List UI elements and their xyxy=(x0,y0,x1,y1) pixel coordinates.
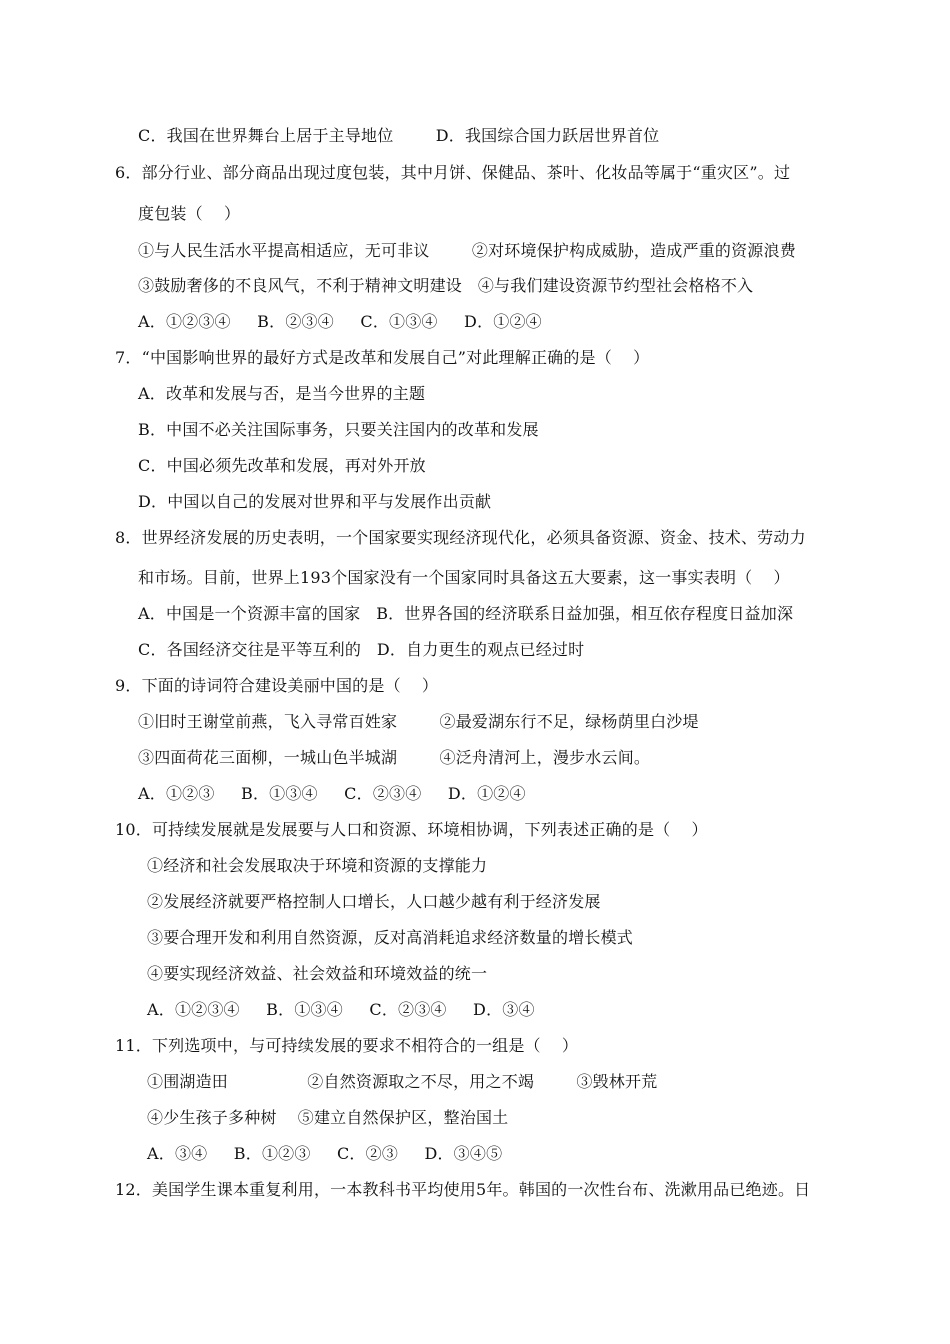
q9-items-34: ③四面荷花三面柳，一城山色半城湖 ④泛舟清河上，漫步水云间。 xyxy=(138,748,651,767)
q6-stem-line2: 度包装（ ） xyxy=(138,204,241,223)
q6-items-12: ①与人民生活水平提高相适应，无可非议 ②对环境保护构成威胁，造成严重的资源浪费 xyxy=(138,241,796,260)
q10-stem: 10．可持续发展就是发展要与人口和资源、环境相协调，下列表述正确的是（ ） xyxy=(115,820,708,839)
q12-stem: 12．美国学生课本重复利用，一本教科书平均使用5年。韩国的一次性台布、洗漱用品已绝迹。日 xyxy=(115,1180,811,1199)
q11-stem: 11．下列选项中，与可持续发展的要求不相符合的一组是（ ） xyxy=(115,1036,579,1055)
q11-items-45: ④少生孩子多种树 ⑤建立自然保护区，整治国土 xyxy=(147,1108,509,1127)
q8-stem-line1: 8．世界经济发展的历史表明，一个国家要实现经济现代化，必须具备资源、资金、技术、劳动力 xyxy=(115,528,806,547)
q8-option-ab: A．中国是一个资源丰富的国家 B．世界各国的经济联系日益加强，相互依存程度日益加深 xyxy=(138,604,794,623)
q9-stem: 9．下面的诗词符合建设美丽中国的是（ ） xyxy=(115,676,439,695)
q7-option-d: D．中国以自己的发展对世界和平与发展作出贡献 xyxy=(138,492,492,511)
q6-stem-line1: 6．部分行业、部分商品出现过度包装，其中月饼、保健品、茶叶、化妆品等属于“重灾区”。过 xyxy=(115,163,791,182)
q10-item-3: ③要合理开发和利用自然资源，反对高消耗追求经济数量的增长模式 xyxy=(147,928,634,947)
q10-item-4: ④要实现经济效益、社会效益和环境效益的统一 xyxy=(147,964,488,983)
q7-option-b: B．中国不必关注国际事务，只要关注国内的改革和发展 xyxy=(138,420,539,439)
q10-options: A．①②③④ B．①③④ C．②③④ D．③④ xyxy=(147,1000,535,1019)
q9-options: A．①②③ B．①③④ C．②③④ D．①②④ xyxy=(138,784,526,803)
q7-option-a: A．改革和发展与否，是当今世界的主题 xyxy=(138,384,426,403)
q7-option-c: C．中国必须先改革和发展，再对外开放 xyxy=(138,456,426,475)
q5-option-cd: C．我国在世界舞台上居于主导地位 D．我国综合国力跃居世界首位 xyxy=(138,126,660,145)
q8-option-cd: C．各国经济交往是平等互利的 D．自力更生的观点已经过时 xyxy=(138,640,585,659)
q7-stem: 7．“中国影响世界的最好方式是改革和发展自己”对此理解正确的是（ ） xyxy=(115,348,650,367)
q9-items-12: ①旧时王谢堂前燕，飞入寻常百姓家 ②最爱湖东行不足，绿杨荫里白沙堤 xyxy=(138,712,699,731)
q8-stem-line2: 和市场。目前，世界上193个国家没有一个国家同时具备这五大要素，这一事实表明（ ） xyxy=(138,568,790,587)
q6-items-34: ③鼓励奢侈的不良风气，不利于精神文明建设 ④与我们建设资源节约型社会格格不入 xyxy=(138,276,754,295)
q11-options: A．③④ B．①②③ C．②③ D．③④⑤ xyxy=(147,1144,503,1163)
q11-items-123: ①围湖造田 ②自然资源取之不尽，用之不竭 ③毁林开荒 xyxy=(147,1072,658,1091)
q10-item-2: ②发展经济就要严格控制人口增长，人口越少越有利于经济发展 xyxy=(147,892,601,911)
q10-item-1: ①经济和社会发展取决于环境和资源的支撑能力 xyxy=(147,856,488,875)
q6-options: A．①②③④ B．②③④ C．①③④ D．①②④ xyxy=(138,312,542,331)
